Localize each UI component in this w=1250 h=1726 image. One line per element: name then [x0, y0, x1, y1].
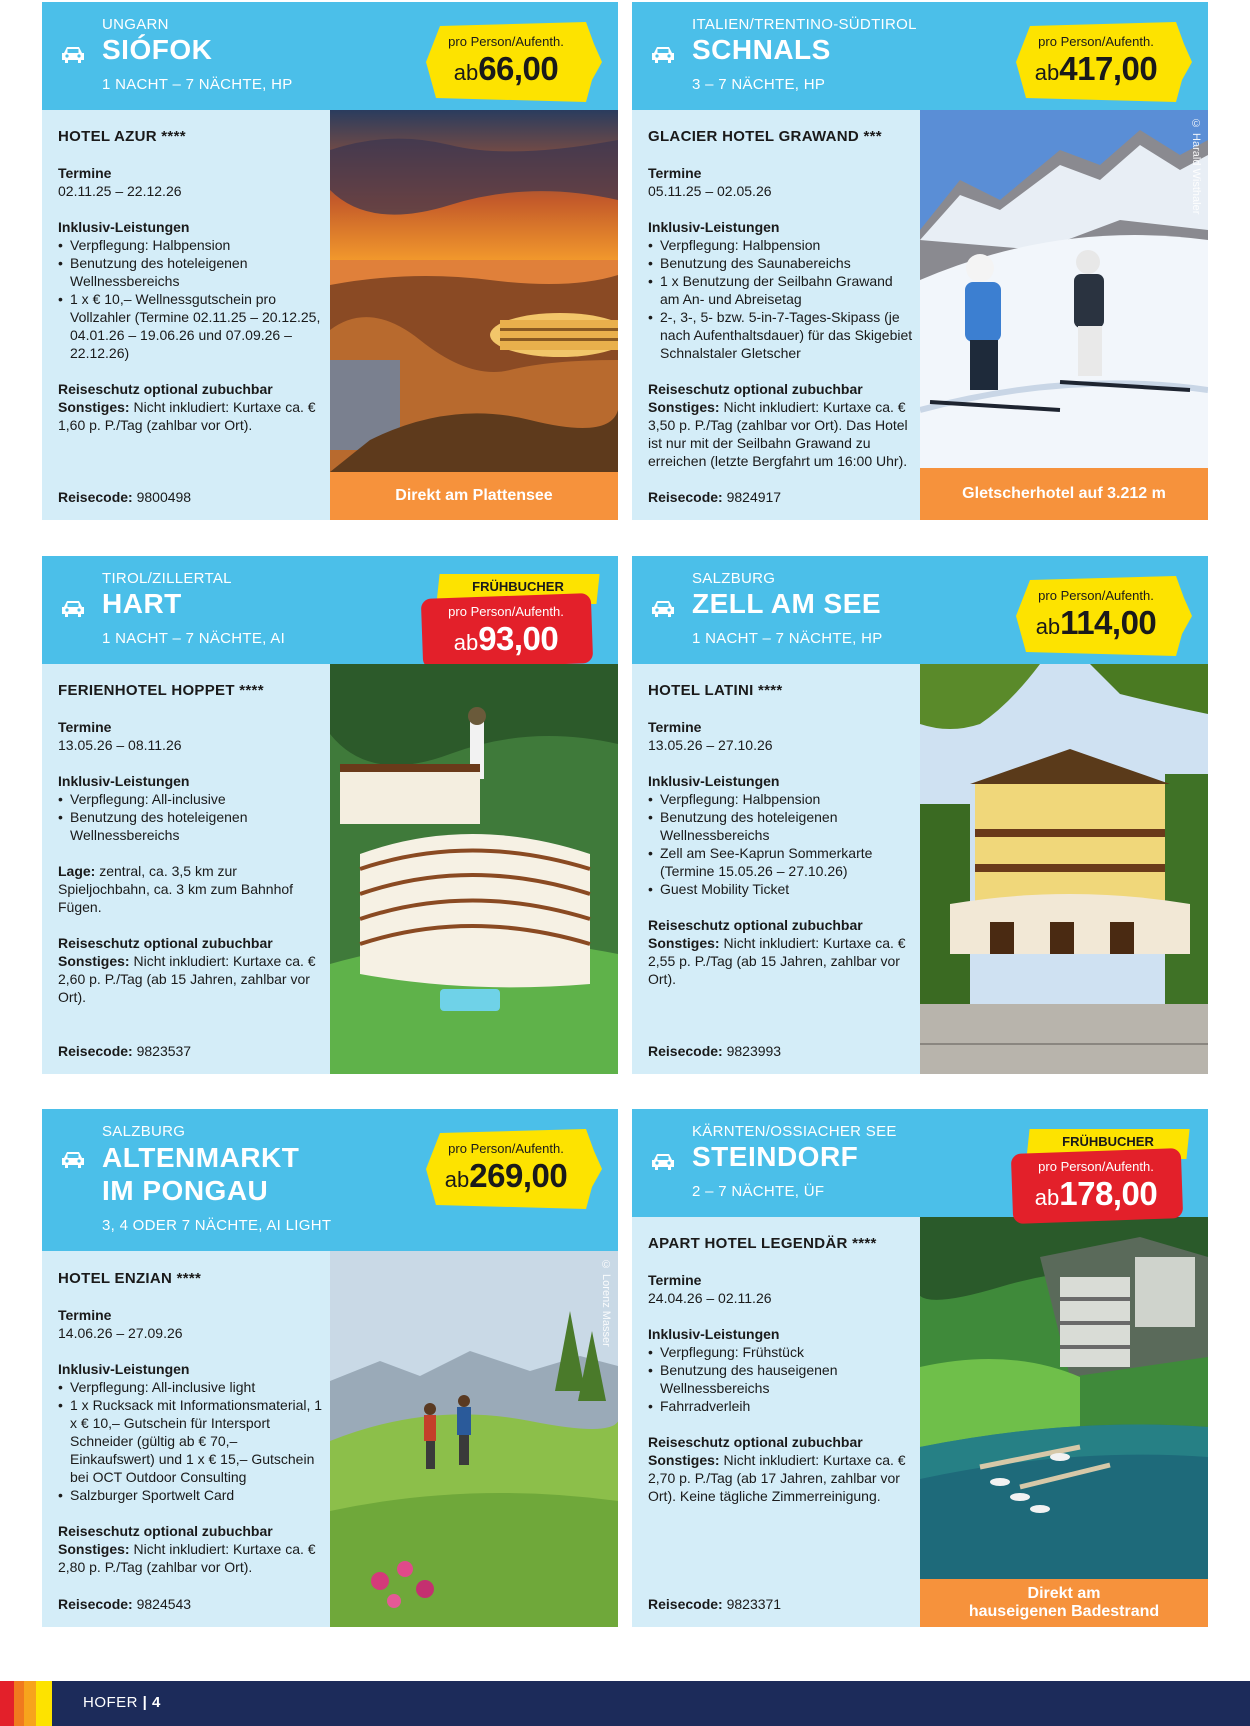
price-value: ab417,00: [1034, 50, 1158, 87]
hotel-name: FERIENHOTEL HOPPET ****: [58, 682, 264, 699]
hotel-name: HOTEL LATINI ****: [648, 682, 783, 699]
offer-details: [58, 1270, 324, 1576]
list-item: • 1 x Benutzung der Seilbahn Grawand am An- und Abreisetag: [648, 272, 914, 308]
other-info: Sonstiges: Nicht inkludiert: Kurtaxe ca. € 3,50 p. P./Tag (zahlbar vor Ort). Das Hotel ist nur mit der Seilbahn Grawand zu erreichen (letzte Bergfahrt um 16:00 Uhr).: [648, 399, 908, 469]
other-info: Sonstiges: Nicht inkludiert: Kurtaxe ca. € 2,55 p. P./Tag (ab 15 Jahren, zahlbar vor Ort).: [648, 935, 906, 987]
offer-nights: 3, 4 ODER 7 NÄCHTE, AI LIGHT: [102, 1217, 332, 1234]
price-label: pro Person/Aufenth.: [1038, 588, 1154, 603]
dates-title: Termine: [648, 719, 702, 735]
travel-code: Reisecode: 9800498: [58, 489, 192, 505]
price-value: ab178,00: [1034, 1175, 1158, 1212]
price-badge: [426, 22, 602, 102]
other-info: Sonstiges: Nicht inkludiert: Kurtaxe ca. € 1,60 p. P./Tag (zahlbar vor Ort).: [58, 399, 316, 433]
price-label: pro Person/Aufenth.: [448, 604, 564, 619]
early-booking-label: FRÜHBUCHER: [472, 579, 564, 594]
hotel-name: HOTEL ENZIAN ****: [58, 1270, 202, 1287]
list-item: • Verpflegung: All-inclusive light: [58, 1378, 324, 1396]
other-info: Sonstiges: Nicht inkludiert: Kurtaxe ca. € 2,70 p. P./Tag (ab 17 Jahren, zahlbar vor Ort). Keine tägliche Zimmerreinigung.: [648, 1452, 906, 1504]
offer-region: ITALIEN/TRENTINO-SÜDTIROL: [692, 16, 917, 33]
list-item: • Verpflegung: Halbpension: [648, 790, 914, 808]
offer-card-siofok[interactable]: [42, 2, 618, 520]
car-icon: [60, 44, 86, 64]
price-label: pro Person/Aufenth.: [448, 34, 564, 49]
page-footer: [0, 1681, 1250, 1726]
offer-header: [42, 2, 618, 110]
dates-value: 24.04.26 – 02.11.26: [648, 1290, 772, 1306]
inclusive-title: Inklusiv-Leistungen: [58, 773, 190, 789]
price-value: ab269,00: [444, 1157, 568, 1194]
offer-card-zell-am-see[interactable]: [632, 556, 1208, 1074]
inclusive-title: Inklusiv-Leistungen: [648, 1326, 780, 1342]
inclusive-list: [58, 236, 324, 362]
early-booking-label: FRÜHBUCHER: [1062, 1134, 1154, 1149]
early-booking-price-badge: [1016, 1129, 1192, 1223]
dates-value: 13.05.26 – 08.11.26: [58, 737, 182, 753]
offer-destination: ZELL AM SEE: [692, 588, 882, 619]
list-item: • Verpflegung: Frühstück: [648, 1343, 914, 1361]
offer-nights: 2 – 7 NÄCHTE, ÜF: [692, 1183, 825, 1200]
car-icon: [650, 1151, 676, 1171]
dates-title: Termine: [648, 165, 702, 181]
price-label: pro Person/Aufenth.: [1038, 34, 1154, 49]
dates-value: 14.06.26 – 27.09.26: [58, 1325, 183, 1341]
hotel-photo: [330, 664, 618, 1074]
inclusive-list: [58, 1378, 324, 1504]
dates-title: Termine: [58, 719, 112, 735]
inclusive-list: [648, 236, 914, 362]
list-item: • Zell am See-Kaprun Sommerkarte (Termine 15.05.26 – 27.10.26): [648, 844, 914, 880]
insurance-note: Reiseschutz optional zubuchbar: [58, 935, 273, 951]
photo-credit: © Harald Wisthaler: [1190, 118, 1202, 215]
offer-destination: ALTENMARKT IM PONGAU: [102, 1142, 300, 1206]
offer-header: [632, 2, 1208, 110]
inclusive-list: [58, 790, 324, 844]
early-booking-price-badge: [426, 574, 602, 668]
dates-value: 02.11.25 – 22.12.26: [58, 183, 182, 199]
other-info: Sonstiges: Nicht inkludiert: Kurtaxe ca. € 2,80 p. P./Tag (zahlbar vor Ort).: [58, 1541, 316, 1575]
hotel-photo: [920, 1217, 1208, 1579]
offer-nights: 3 – 7 NÄCHTE, HP: [692, 76, 826, 93]
inclusive-list: [648, 1343, 914, 1415]
list-item: • 1 x Rucksack mit Informationsmaterial, 1 x € 10,– Gutschein für Intersport Schneider (gültig ab € 70,– Einkaufswert) und 1 x € 15,– Gutschein bei OCT Outdoor Consulting: [58, 1396, 324, 1486]
travel-code: Reisecode: 9823537: [58, 1043, 192, 1059]
offer-destination: STEINDORF: [692, 1141, 859, 1172]
list-item: • Benutzung des hoteleigenen Wellnessbereichs: [58, 254, 324, 290]
car-icon: [60, 598, 86, 618]
inclusive-title: Inklusiv-Leistungen: [58, 219, 190, 235]
page-number: HOFER | 4: [83, 1694, 161, 1711]
photo-credit: © Lorenz Masser: [600, 1259, 612, 1347]
offer-header: [42, 1109, 618, 1251]
car-icon: [60, 1149, 86, 1169]
dates-title: Termine: [648, 1272, 702, 1288]
hotel-name: HOTEL AZUR ****: [58, 128, 186, 145]
price-badge: [426, 1129, 602, 1209]
dates-value: 13.05.26 – 27.10.26: [648, 737, 773, 753]
price-label: pro Person/Aufenth.: [448, 1141, 564, 1156]
highlight-tag: Direkt am hauseigenen Badestrand: [920, 1579, 1208, 1627]
offer-region: KÄRNTEN/OSSIACHER SEE: [692, 1123, 897, 1140]
hotel-name: APART HOTEL LEGENDÄR ****: [648, 1235, 877, 1252]
price-badge: [1016, 576, 1192, 656]
offer-header: [42, 556, 618, 664]
insurance-note: Reiseschutz optional zubuchbar: [58, 381, 273, 397]
list-item: • Benutzung des hoteleigenen Wellnessbereichs: [58, 808, 324, 844]
price-badge: [1016, 22, 1192, 102]
offer-nights: 1 NACHT – 7 NÄCHTE, AI: [102, 630, 286, 647]
offer-destination: SCHNALS: [692, 34, 831, 65]
offer-header: [632, 556, 1208, 664]
travel-code: Reisecode: 9824917: [648, 489, 782, 505]
insurance-note: Reiseschutz optional zubuchbar: [648, 1434, 863, 1450]
list-item: • Benutzung des Saunabereichs: [648, 254, 914, 272]
price-value: ab114,00: [1035, 604, 1157, 641]
offer-card-schnals[interactable]: [632, 2, 1208, 520]
list-item: • 1 x € 10,– Wellnessgutschein pro Vollzahler (Termine 02.11.25 – 20.12.25, 04.01.26 – 19.06.26 und 07.09.26 – 22.12.26): [58, 290, 324, 362]
hotel-photo: [330, 1251, 618, 1627]
list-item: • Verpflegung: Halbpension: [648, 236, 914, 254]
list-item: • Benutzung des hauseigenen Wellnessbereichs: [648, 1361, 914, 1397]
offer-region: TIROL/ZILLERTAL: [102, 570, 232, 587]
inclusive-title: Inklusiv-Leistungen: [648, 219, 780, 235]
travel-code: Reisecode: 9823371: [648, 1596, 782, 1612]
price-value: ab66,00: [453, 50, 559, 87]
price-value: ab93,00: [453, 620, 559, 657]
location-info: Lage: zentral, ca. 3,5 km zur Spieljochbahn, ca. 3 km zum Bahnhof Fügen.: [58, 863, 294, 915]
insurance-note: Reiseschutz optional zubuchbar: [648, 381, 863, 397]
inclusive-title: Inklusiv-Leistungen: [58, 1361, 190, 1377]
offer-details: [648, 682, 914, 988]
dates-title: Termine: [58, 1307, 112, 1323]
offer-details: [58, 128, 324, 434]
list-item: • Verpflegung: All-inclusive: [58, 790, 324, 808]
hotel-photo: [920, 110, 1208, 468]
offer-region: SALZBURG: [692, 570, 776, 587]
list-item: • Fahrradverleih: [648, 1397, 914, 1415]
travel-code: Reisecode: 9823993: [648, 1043, 782, 1059]
offer-nights: 1 NACHT – 7 NÄCHTE, HP: [692, 630, 883, 647]
other-info: Sonstiges: Nicht inkludiert: Kurtaxe ca. € 2,60 p. P./Tag (ab 15 Jahren, zahlbar vor Ort).: [58, 953, 316, 1005]
hotel-photo: [920, 664, 1208, 1074]
highlight-tag: Gletscherhotel auf 3.212 m: [920, 468, 1208, 520]
dates-value: 05.11.25 – 02.05.26: [648, 183, 772, 199]
offer-destination: HART: [102, 588, 182, 619]
inclusive-title: Inklusiv-Leistungen: [648, 773, 780, 789]
car-icon: [650, 44, 676, 64]
price-label: pro Person/Aufenth.: [1038, 1159, 1154, 1174]
list-item: • 2-, 3-, 5- bzw. 5-in-7-Tages-Skipass (je nach Aufenthaltsdauer) für das Skigebiet Schnalstaler Gletscher: [648, 308, 914, 362]
offer-card-hart[interactable]: [42, 556, 618, 1074]
travel-code: Reisecode: 9824543: [58, 1596, 192, 1612]
car-icon: [650, 598, 676, 618]
insurance-note: Reiseschutz optional zubuchbar: [58, 1523, 273, 1539]
list-item: • Benutzung des hoteleigenen Wellnessbereichs: [648, 808, 914, 844]
offer-card-steindorf[interactable]: [632, 1109, 1208, 1627]
list-item: • Guest Mobility Ticket: [648, 880, 914, 898]
offer-destination: SIÓFOK: [102, 34, 213, 65]
offer-details: [648, 1235, 914, 1505]
offer-region: UNGARN: [102, 16, 169, 33]
offer-card-altenmarkt[interactable]: [42, 1109, 618, 1627]
hotel-name: GLACIER HOTEL GRAWAND ***: [648, 128, 882, 145]
highlight-tag: Direkt am Plattensee: [330, 472, 618, 520]
dates-title: Termine: [58, 165, 112, 181]
insurance-note: Reiseschutz optional zubuchbar: [648, 917, 863, 933]
offer-region: SALZBURG: [102, 1123, 186, 1140]
list-item: • Verpflegung: Halbpension: [58, 236, 324, 254]
inclusive-list: [648, 790, 914, 898]
offer-nights: 1 NACHT – 7 NÄCHTE, HP: [102, 76, 293, 93]
list-item: • Salzburger Sportwelt Card: [58, 1486, 324, 1504]
offer-details: [648, 128, 914, 470]
hotel-photo: [330, 110, 618, 472]
offer-details: [58, 682, 324, 1006]
